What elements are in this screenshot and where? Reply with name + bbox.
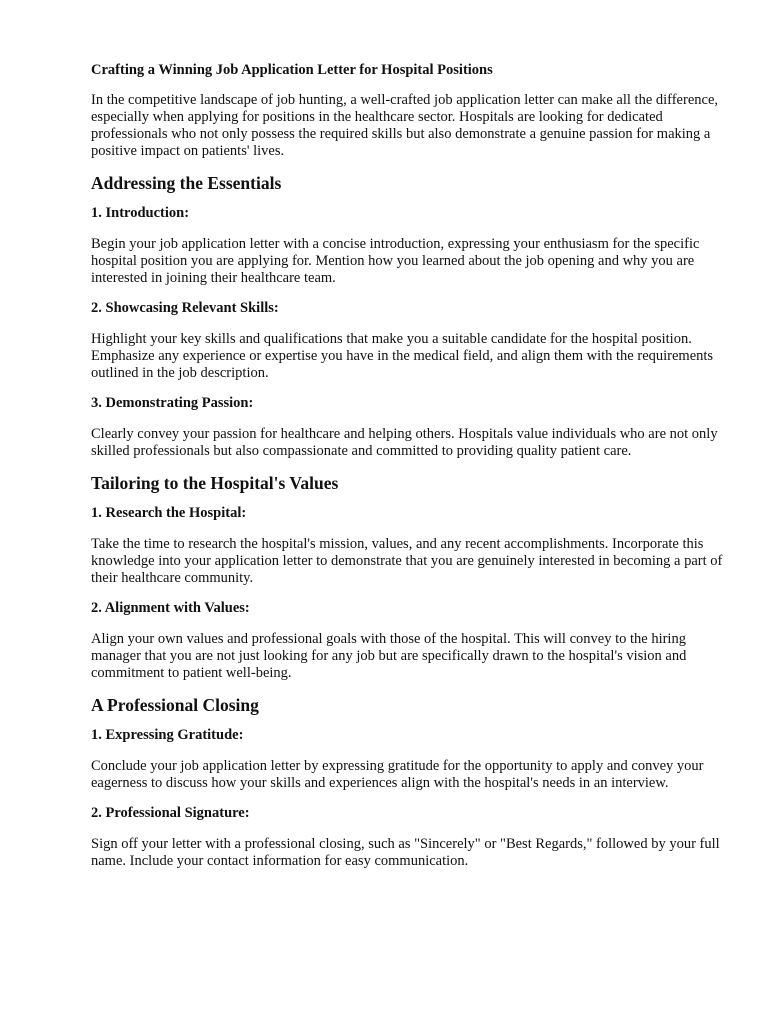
sub-heading: 2. Alignment with Values: <box>91 600 250 616</box>
section-heading: Tailoring to the Hospital's Values <box>91 473 339 493</box>
sub-heading: 2. Professional Signature: <box>91 805 250 821</box>
item-professional-signature <box>91 805 731 870</box>
body-paragraph: Highlight your key skills and qualifications that make you a suitable candidate for the hospital position. Emphasize any experience or expertise you have in the medical field, and align them with the requirements outlined in the job description. <box>91 331 714 381</box>
sub-heading: 2. Showcasing Relevant Skills: <box>91 300 279 316</box>
item-research-hospital <box>91 505 731 587</box>
sub-heading: 1. Introduction: <box>91 205 190 221</box>
item-expressing-gratitude <box>91 727 731 792</box>
document-page <box>91 62 731 883</box>
document-title: Crafting a Winning Job Application Letter for Hospital Positions <box>91 62 493 78</box>
body-paragraph: Clearly convey your passion for healthcare and helping others. Hospitals value individuals who are not only skilled professionals but also compassionate and committed to providing quality patient care. <box>91 426 718 459</box>
section-heading: A Professional Closing <box>91 695 259 715</box>
item-showcasing-skills <box>91 300 731 382</box>
sub-heading: 3. Demonstrating Passion: <box>91 395 254 411</box>
body-paragraph: Begin your job application letter with a concise introduction, expressing your enthusiasm for the specific hospital position you are applying for. Mention how you learned about the job opening and why you are interested in joining their healthcare team. <box>91 236 700 286</box>
sub-heading: 1. Research the Hospital: <box>91 505 247 521</box>
item-alignment-values <box>91 600 731 682</box>
sub-heading: 1. Expressing Gratitude: <box>91 727 244 743</box>
body-paragraph: Take the time to research the hospital's mission, values, and any recent accomplishments. Incorporate this knowledge into your application letter to demonstrate that you are genuinely interested in becoming a part of their healthcare community. <box>91 536 723 586</box>
body-paragraph: Align your own values and professional goals with those of the hospital. This will convey to the hiring manager that you are not just looking for any job but are specifically drawn to the hospital's vision and commitment to patient well-being. <box>91 631 687 681</box>
body-paragraph: Sign off your letter with a professional closing, such as "Sincerely" or "Best Regards," followed by your full name. Include your contact information for easy communication. <box>91 836 720 869</box>
section-professional-closing <box>91 695 731 870</box>
intro-paragraph: In the competitive landscape of job hunting, a well-crafted job application letter can make all the difference, especially when applying for positions in the healthcare sector. Hospitals are looking for dedicated professionals who not only possess the required skills but also demonstrate a genuine passion for making a positive impact on patients' lives. <box>91 92 719 159</box>
body-paragraph: Conclude your job application letter by expressing gratitude for the opportunity to apply and convey your eagerness to discuss how your skills and experiences align with the hospital's needs in an interview. <box>91 758 704 791</box>
section-heading: Addressing the Essentials <box>91 173 282 193</box>
section-addressing-essentials <box>91 173 731 460</box>
item-introduction <box>91 205 731 287</box>
section-tailoring-values <box>91 473 731 682</box>
item-demonstrating-passion <box>91 395 731 460</box>
